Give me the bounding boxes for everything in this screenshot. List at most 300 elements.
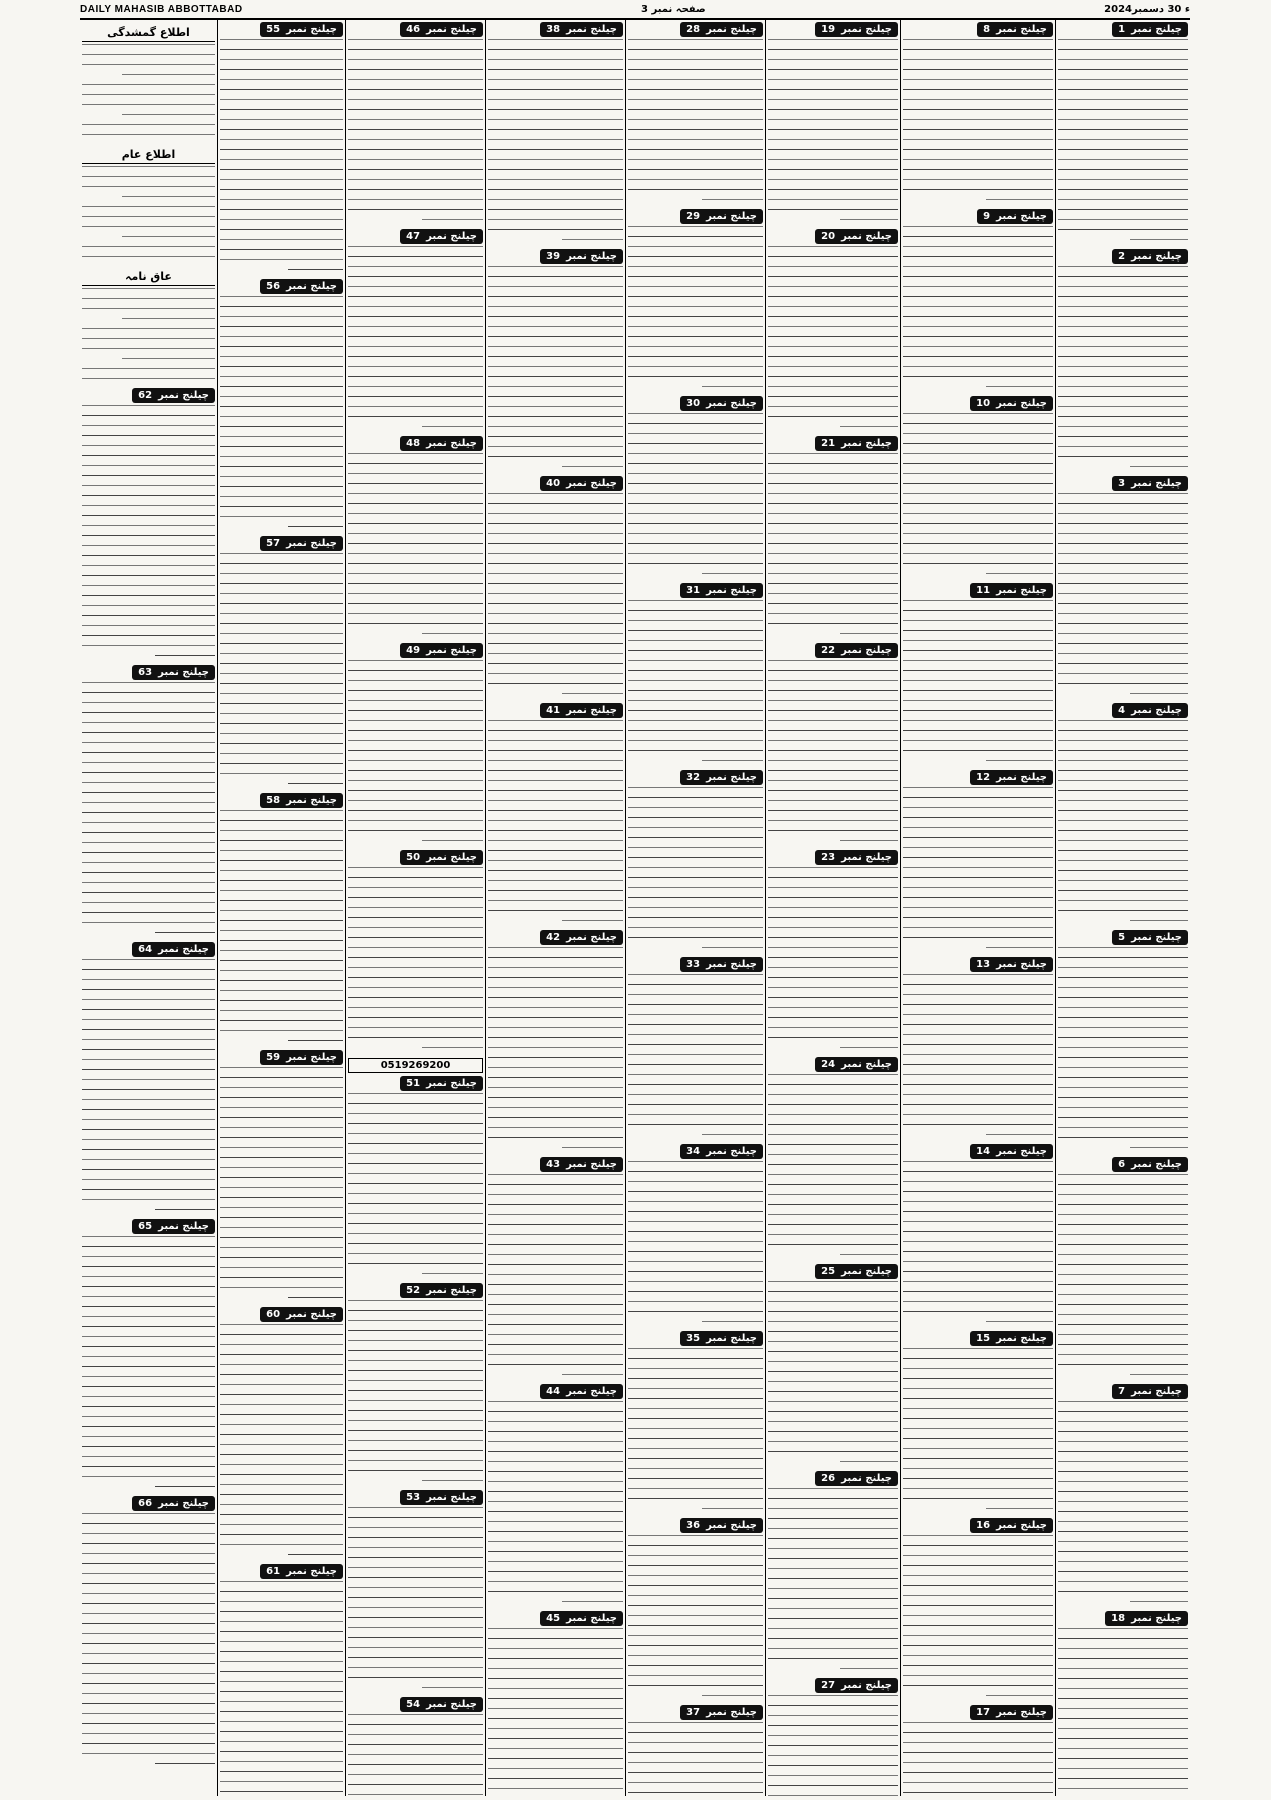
text-line (768, 573, 898, 581)
text-line (768, 800, 898, 808)
text-line (488, 1718, 623, 1726)
text-line (220, 476, 343, 484)
text-line (348, 1470, 483, 1478)
text-line (903, 1261, 1053, 1269)
challenge-label: چیلنج نمبر (426, 1699, 477, 1710)
text-line (1058, 316, 1188, 324)
challenge-notice (768, 1057, 898, 1262)
text-line (628, 1535, 763, 1543)
text-line (488, 840, 623, 848)
challenge-number-badge (132, 1219, 215, 1234)
text-line (82, 176, 215, 184)
notice-header (82, 942, 215, 957)
text-line (488, 79, 623, 87)
text-line (82, 1316, 215, 1324)
notice-header (220, 793, 343, 808)
text-line (348, 209, 483, 217)
text-line (348, 1677, 483, 1685)
text-line (903, 1104, 1053, 1112)
text-line (348, 710, 483, 718)
text-line (348, 1173, 483, 1181)
notice-header (82, 665, 215, 680)
text-line (903, 1565, 1053, 1573)
text-line (488, 1571, 623, 1579)
text-line (488, 129, 623, 137)
text-line (348, 670, 483, 678)
text-line (220, 466, 343, 474)
text-line (220, 713, 343, 721)
text-line (628, 700, 763, 708)
text-line (1058, 326, 1188, 334)
text-line (1058, 1561, 1188, 1569)
text-line (488, 533, 623, 541)
text-line (488, 1728, 623, 1736)
text-line (1130, 920, 1189, 928)
text-line (488, 683, 623, 691)
text-line (986, 1134, 1054, 1142)
text-line (768, 179, 898, 187)
text-line (82, 216, 215, 224)
text-line (488, 1334, 623, 1342)
text-line (628, 1675, 763, 1683)
text-line (488, 1127, 623, 1135)
text-line (903, 1024, 1053, 1032)
text-line (488, 1441, 623, 1449)
text-line (628, 1378, 763, 1386)
text-line (82, 812, 215, 820)
text-line (82, 565, 215, 573)
text-line (220, 1107, 343, 1115)
challenge-number-badge (540, 930, 623, 945)
text-line (220, 1621, 343, 1629)
text-line (903, 630, 1053, 638)
text-line (488, 1174, 623, 1182)
text-line (628, 1762, 763, 1770)
text-line (220, 613, 343, 621)
text-line (628, 1388, 763, 1396)
text-line (628, 1084, 763, 1092)
text-line (488, 1501, 623, 1509)
text-line (220, 366, 343, 374)
text-line (488, 1274, 623, 1282)
text-line (488, 1047, 623, 1055)
text-line (220, 179, 343, 187)
text-line (348, 887, 483, 895)
text-line (348, 1794, 483, 1796)
challenge-label: چیلنج نمبر (426, 231, 477, 242)
text-line (348, 523, 483, 531)
text-line (768, 1244, 898, 1252)
text-line (82, 94, 215, 102)
text-line (903, 620, 1053, 628)
text-line (1058, 1067, 1188, 1075)
challenge-number: 36 (686, 1520, 701, 1531)
text-line (488, 947, 623, 955)
text-line (628, 1772, 763, 1780)
text-line (628, 1301, 763, 1309)
page-number: صفحہ نمبر 3 (641, 3, 706, 15)
text-line (82, 1059, 215, 1067)
challenge-notice (1058, 703, 1188, 928)
text-line (220, 1197, 343, 1205)
text-line (903, 69, 1053, 77)
text-line (840, 219, 899, 227)
text-line (82, 555, 215, 563)
text-line (220, 633, 343, 641)
challenge-label: چیلنج نمبر (841, 1680, 892, 1691)
text-line (1058, 179, 1188, 187)
challenge-notice (82, 942, 215, 1217)
challenge-number: 62 (138, 390, 153, 401)
text-line (628, 336, 763, 344)
notice-header (628, 1331, 763, 1346)
text-line (488, 850, 623, 858)
text-line (702, 1695, 763, 1703)
text-line (220, 456, 343, 464)
challenge-notice (488, 1157, 623, 1382)
text-line (628, 927, 763, 935)
text-line (1058, 1678, 1188, 1686)
text-line (1058, 1284, 1188, 1292)
text-line (82, 1169, 215, 1177)
text-line (220, 1544, 343, 1552)
text-line (348, 533, 483, 541)
text-line (488, 1511, 623, 1519)
text-line (903, 236, 1053, 244)
text-line (488, 583, 623, 591)
text-line (768, 680, 898, 688)
challenge-number-badge (970, 396, 1053, 411)
text-line (768, 463, 898, 471)
text-line (768, 89, 898, 97)
challenge-notice (82, 1219, 215, 1494)
challenge-notice (768, 436, 898, 641)
text-line (903, 1772, 1053, 1780)
text-line (628, 276, 763, 284)
text-line (628, 149, 763, 157)
challenge-number-badge (680, 1144, 763, 1159)
text-line (488, 1628, 623, 1636)
challenge-label: چیلنج نمبر (426, 24, 477, 35)
text-line (768, 336, 898, 344)
text-line (488, 603, 623, 611)
text-line (628, 1231, 763, 1239)
notice-header (1058, 1384, 1188, 1399)
challenge-notice (768, 229, 898, 434)
text-line (628, 1221, 763, 1229)
notice-header (220, 1050, 343, 1065)
text-line (82, 1533, 215, 1541)
text-line (1058, 1778, 1188, 1786)
text-line (768, 1508, 898, 1516)
challenge-notice (768, 643, 898, 848)
challenge-number-badge (260, 1564, 343, 1579)
text-line (348, 199, 483, 207)
text-line (220, 860, 343, 868)
text-line (488, 1344, 623, 1352)
text-line (768, 109, 898, 117)
text-line (220, 1751, 343, 1759)
challenge-notice (768, 1678, 898, 1796)
text-line (220, 79, 343, 87)
text-line (348, 296, 483, 304)
challenge-number-badge (400, 643, 483, 658)
text-line (348, 246, 483, 254)
challenge-notice (628, 1705, 763, 1796)
text-line (348, 1607, 483, 1615)
challenge-label: چیلنج نمبر (996, 211, 1047, 222)
text-line (1058, 1254, 1188, 1262)
text-line (488, 1461, 623, 1469)
text-line (122, 358, 215, 366)
text-line (768, 1451, 898, 1459)
challenge-label: چیلنج نمبر (158, 1221, 209, 1232)
text-line (903, 473, 1053, 481)
text-line (220, 1534, 343, 1542)
text-line (903, 1408, 1053, 1416)
challenge-number-badge (132, 665, 215, 680)
text-line (220, 516, 343, 524)
challenge-label: چیلنج نمبر (1131, 1159, 1182, 1170)
text-line (903, 1368, 1053, 1376)
challenge-number-badge (400, 850, 483, 865)
text-line (488, 1591, 623, 1599)
text-line (903, 1171, 1053, 1179)
text-line (220, 69, 343, 77)
text-line (702, 1508, 763, 1516)
challenge-number-badge (400, 436, 483, 451)
text-line (628, 984, 763, 992)
text-line (220, 99, 343, 107)
challenge-number: 5 (1118, 932, 1126, 943)
challenge-label: چیلنج نمبر (706, 211, 757, 222)
text-line (488, 910, 623, 918)
text-line (348, 1410, 483, 1418)
text-line (82, 1199, 215, 1207)
text-line (1058, 643, 1188, 651)
text-line (1058, 1461, 1188, 1469)
text-line (82, 782, 215, 790)
challenge-number-badge (1112, 1384, 1188, 1399)
text-line (1058, 39, 1188, 47)
text-line (220, 703, 343, 711)
challenge-notice (348, 229, 483, 434)
text-line (220, 773, 343, 781)
text-line (82, 1109, 215, 1117)
challenge-number-badge (260, 1307, 343, 1322)
challenge-number: 64 (138, 944, 153, 955)
text-line (628, 787, 763, 795)
text-line (903, 1732, 1053, 1740)
text-line (488, 406, 623, 414)
text-line (488, 1778, 623, 1786)
text-line (1058, 997, 1188, 1005)
text-line (903, 807, 1053, 815)
text-line (903, 640, 1053, 648)
text-line (488, 199, 623, 207)
text-line (628, 49, 763, 57)
text-line (220, 810, 343, 818)
text-line (903, 366, 1053, 374)
text-line (220, 1661, 343, 1669)
text-line (220, 259, 343, 267)
challenge-number-badge (1112, 930, 1188, 945)
text-line (768, 119, 898, 127)
text-line (220, 663, 343, 671)
text-line (768, 1017, 898, 1025)
challenge-number-badge (1112, 703, 1188, 718)
text-line (488, 1788, 623, 1796)
text-line (488, 1077, 623, 1085)
text-line (1058, 523, 1188, 531)
challenge-number-badge (970, 1144, 1053, 1159)
text-line (348, 897, 483, 905)
text-line (488, 139, 623, 147)
challenge-label: چیلنج نمبر (286, 1309, 337, 1320)
text-line (768, 503, 898, 511)
text-line (768, 139, 898, 147)
text-line (768, 1401, 898, 1409)
text-line (82, 1723, 215, 1731)
text-line (348, 1380, 483, 1388)
column-7 (217, 20, 345, 1796)
text-line (840, 1047, 899, 1055)
text-line (488, 316, 623, 324)
challenge-notice (628, 1144, 763, 1329)
text-line (768, 473, 898, 481)
text-line (122, 74, 215, 82)
text-line (348, 1320, 483, 1328)
text-line (220, 1701, 343, 1709)
text-line (220, 890, 343, 898)
challenge-notice (348, 1076, 483, 1281)
text-line (488, 1561, 623, 1569)
text-line (1058, 336, 1188, 344)
text-line (628, 817, 763, 825)
text-line (903, 266, 1053, 274)
text-line (768, 49, 898, 57)
text-line (348, 957, 483, 965)
text-line (903, 1655, 1053, 1663)
text-line (903, 39, 1053, 47)
text-line (82, 882, 215, 890)
text-line (348, 59, 483, 67)
text-line (628, 433, 763, 441)
text-line (220, 219, 343, 227)
text-line (488, 1194, 623, 1202)
text-line (488, 780, 623, 788)
text-line (628, 553, 763, 561)
text-line (768, 199, 898, 207)
text-line (840, 633, 899, 641)
text-line (1058, 663, 1188, 671)
text-line (903, 1615, 1053, 1623)
text-line (348, 366, 483, 374)
text-line (768, 1638, 898, 1646)
text-line (768, 1134, 898, 1142)
challenge-notice (488, 22, 623, 247)
text-line (768, 1588, 898, 1596)
text-line (348, 1350, 483, 1358)
text-line (768, 1224, 898, 1232)
text-line (628, 1114, 763, 1122)
text-line (488, 1244, 623, 1252)
text-line (628, 1595, 763, 1603)
text-line (220, 1494, 343, 1502)
text-line (348, 139, 483, 147)
text-line (628, 1498, 763, 1506)
text-line (628, 246, 763, 254)
text-line (903, 1044, 1053, 1052)
text-line (903, 326, 1053, 334)
text-line (768, 1765, 898, 1773)
text-line (903, 710, 1053, 718)
text-line (1058, 1688, 1188, 1696)
text-line (82, 1029, 215, 1037)
text-line (1058, 1738, 1188, 1746)
text-line (220, 1277, 343, 1285)
challenge-number-badge (815, 436, 898, 451)
text-line (903, 99, 1053, 107)
text-line (1058, 1007, 1188, 1015)
notice-header (220, 279, 343, 294)
text-line (348, 1567, 483, 1575)
text-line (903, 847, 1053, 855)
text-line (348, 1657, 483, 1665)
challenge-notice (903, 1331, 1053, 1516)
text-line (768, 1104, 898, 1112)
text-line (82, 485, 215, 493)
text-line (220, 1087, 343, 1095)
text-line (1058, 1768, 1188, 1776)
text-line (348, 1460, 483, 1468)
notice-header (220, 22, 343, 37)
text-line (82, 1396, 215, 1404)
text-line (220, 900, 343, 908)
text-line (348, 1213, 483, 1221)
text-line (348, 169, 483, 177)
text-line (82, 1189, 215, 1197)
text-line (220, 356, 343, 364)
text-line (348, 877, 483, 885)
text-line (768, 483, 898, 491)
text-line (348, 1027, 483, 1035)
text-line (628, 1478, 763, 1486)
text-line (220, 1454, 343, 1462)
text-line (628, 974, 763, 982)
text-line (488, 1204, 623, 1212)
text-line (1058, 169, 1188, 177)
notice-header (903, 1144, 1053, 1159)
text-line (220, 1641, 343, 1649)
text-line (903, 1675, 1053, 1683)
notice-header (488, 1384, 623, 1399)
notice-header (82, 388, 215, 403)
text-line (903, 296, 1053, 304)
text-line (82, 1476, 215, 1484)
text-line (768, 1558, 898, 1566)
text-line (1058, 456, 1188, 464)
text-line (1130, 239, 1189, 247)
text-line (768, 366, 898, 374)
text-line (488, 623, 623, 631)
text-line (488, 1314, 623, 1322)
text-line (220, 1424, 343, 1432)
notice-header (488, 1157, 623, 1172)
text-line (488, 503, 623, 511)
challenge-label: چیلنج نمبر (158, 944, 209, 955)
text-line (628, 159, 763, 167)
